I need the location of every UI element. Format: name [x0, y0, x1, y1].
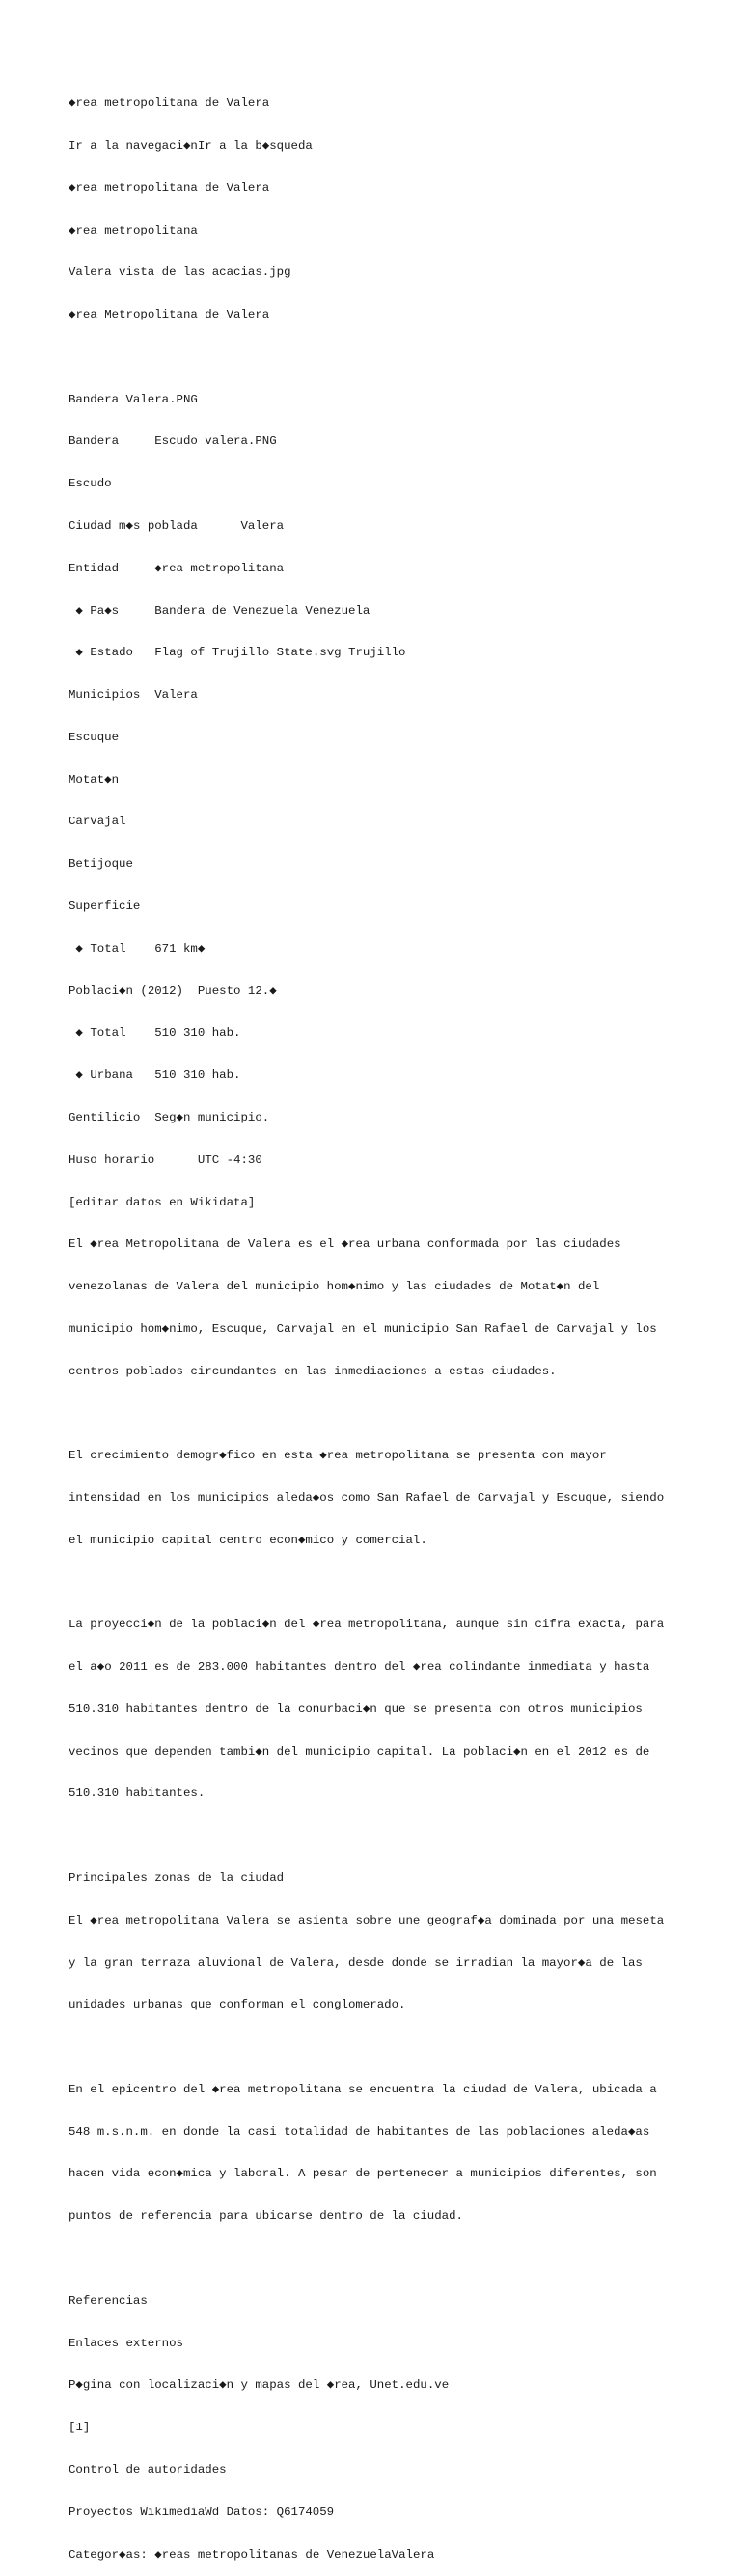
infobox-row: ◆ Estado Flag of Trujillo State.svg Trujillo: [69, 646, 406, 660]
section-heading: Enlaces externos: [69, 2336, 183, 2350]
authority-control: Control de autoridades: [69, 2462, 227, 2477]
infobox-row: Carvajal: [69, 815, 126, 829]
paragraph-line: hacen vida econ◆mica y laboral. A pesar de pertenecer a municipios diferentes, son: [69, 2167, 657, 2181]
paragraph-line: el municipio capital centro econ◆mico y comercial.: [69, 1533, 427, 1547]
infobox-row: ◆ Total 671 km◆: [69, 941, 206, 956]
paragraph-line: puntos de referencia para ubicarse dentro de la ciudad.: [69, 2209, 463, 2224]
infobox-title: ◆rea Metropolitana de Valera: [69, 308, 270, 322]
blank-line: [69, 2040, 734, 2055]
paragraph-line: centros poblados circundantes en las inmediaciones a estas ciudades.: [69, 1364, 557, 1378]
infobox-row: Poblaci◆n (2012) Puesto 12.◆: [69, 983, 277, 998]
paragraph-line: intensidad en los municipios aleda◆os como San Rafael de Carvajal y Escuque, siendo: [69, 1490, 665, 1505]
blank-line: [69, 1406, 734, 1421]
paragraph-line: unidades urbanas que conforman el conglomerado.: [69, 1998, 406, 2012]
flag-image-link[interactable]: Bandera Valera.PNG: [69, 392, 198, 406]
blank-line: [69, 1576, 734, 1591]
paragraph-line: y la gran terraza aluvional de Valera, desde donde se irradian la mayor◆a de las: [69, 1955, 643, 1970]
infobox-row: ◆ Total 510 310 hab.: [69, 1026, 241, 1040]
infobox-row: Escudo: [69, 477, 112, 491]
infobox-row: Betijoque: [69, 857, 133, 872]
paragraph-line: El ◆rea metropolitana Valera se asienta sobre une geograf◆a dominada por una meseta: [69, 1913, 665, 1927]
blank-line: [69, 1829, 734, 1843]
infobox-row: Ciudad m◆s poblada Valera: [69, 519, 285, 533]
paragraph-line: La proyecci◆n de la poblaci◆n del ◆rea metropolitana, aunque sin cifra exacta, para: [69, 1618, 665, 1632]
infobox-row: Motat◆n: [69, 772, 120, 787]
image-caption-link[interactable]: Valera vista de las acacias.jpg: [69, 265, 291, 280]
paragraph-line: el a◆o 2011 es de 283.000 habitantes dentro del ◆rea colindante inmediata y hasta: [69, 1660, 650, 1675]
navigation-links[interactable]: Ir a la navegaci◆nIr a la b◆squeda: [69, 138, 313, 152]
infobox-row: Superficie: [69, 900, 141, 914]
section-heading: Principales zonas de la ciudad: [69, 1871, 285, 1885]
paragraph-line: El crecimiento demogr◆fico en esta ◆rea metropolitana se presenta con mayor: [69, 1449, 607, 1463]
reference-link[interactable]: [1]: [69, 2421, 91, 2435]
paragraph-line: 548 m.s.n.m. en donde la casi totalidad de habitantes de las poblaciones aleda◆as: [69, 2124, 650, 2139]
categories-line[interactable]: Categor◆as: ◆reas metropolitanas de VenezuelaValera: [69, 2547, 435, 2562]
external-link[interactable]: P◆gina con localizaci◆n y mapas del ◆rea, Unet.edu.ve: [69, 2378, 450, 2393]
blank-line: [69, 2252, 734, 2266]
paragraph-line: vecinos que dependen tambi◆n del municipio capital. La poblaci◆n en el 2012 es de: [69, 1744, 650, 1759]
page-title: ◆rea metropolitana de Valera: [69, 97, 270, 111]
paragraph-line: venezolanas de Valera del municipio hom◆nimo y las ciudades de Motat◆n del: [69, 1280, 600, 1294]
blank-line: [69, 350, 734, 365]
heading-line: ◆rea metropolitana de Valera: [69, 180, 270, 195]
edit-wikidata-link[interactable]: [editar datos en Wikidata]: [69, 1195, 256, 1209]
infobox-row: ◆ Pa◆s Bandera de Venezuela Venezuela: [69, 603, 370, 618]
paragraph-line: municipio hom◆nimo, Escuque, Carvajal en el municipio San Rafael de Carvajal y los: [69, 1321, 657, 1336]
infobox-row: Entidad ◆rea metropolitana: [69, 561, 285, 575]
subheading-line: ◆rea metropolitana: [69, 223, 198, 237]
paragraph-line: 510.310 habitantes.: [69, 1787, 206, 1801]
infobox-row: Bandera Escudo valera.PNG: [69, 434, 277, 449]
infobox-row: Huso horario UTC -4:30: [69, 1152, 262, 1167]
section-heading: Referencias: [69, 2293, 148, 2308]
wikimedia-projects-link[interactable]: Proyectos WikimediaWd Datos: Q6174059: [69, 2505, 335, 2519]
infobox-row: Municipios Valera: [69, 688, 198, 703]
infobox-row: Escuque: [69, 730, 120, 744]
infobox-row: Gentilicio Seg◆n municipio.: [69, 1110, 270, 1124]
paragraph-line: El ◆rea Metropolitana de Valera es el ◆rea urbana conformada por las ciudades: [69, 1237, 621, 1252]
infobox-row: ◆ Urbana 510 310 hab.: [69, 1068, 241, 1083]
document-body: [69, 69, 734, 2576]
paragraph-line: En el epicentro del ◆rea metropolitana se encuentra la ciudad de Valera, ubicada a: [69, 2082, 657, 2096]
paragraph-line: 510.310 habitantes dentro de la conurbaci◆n que se presenta con otros municipios: [69, 1702, 643, 1716]
